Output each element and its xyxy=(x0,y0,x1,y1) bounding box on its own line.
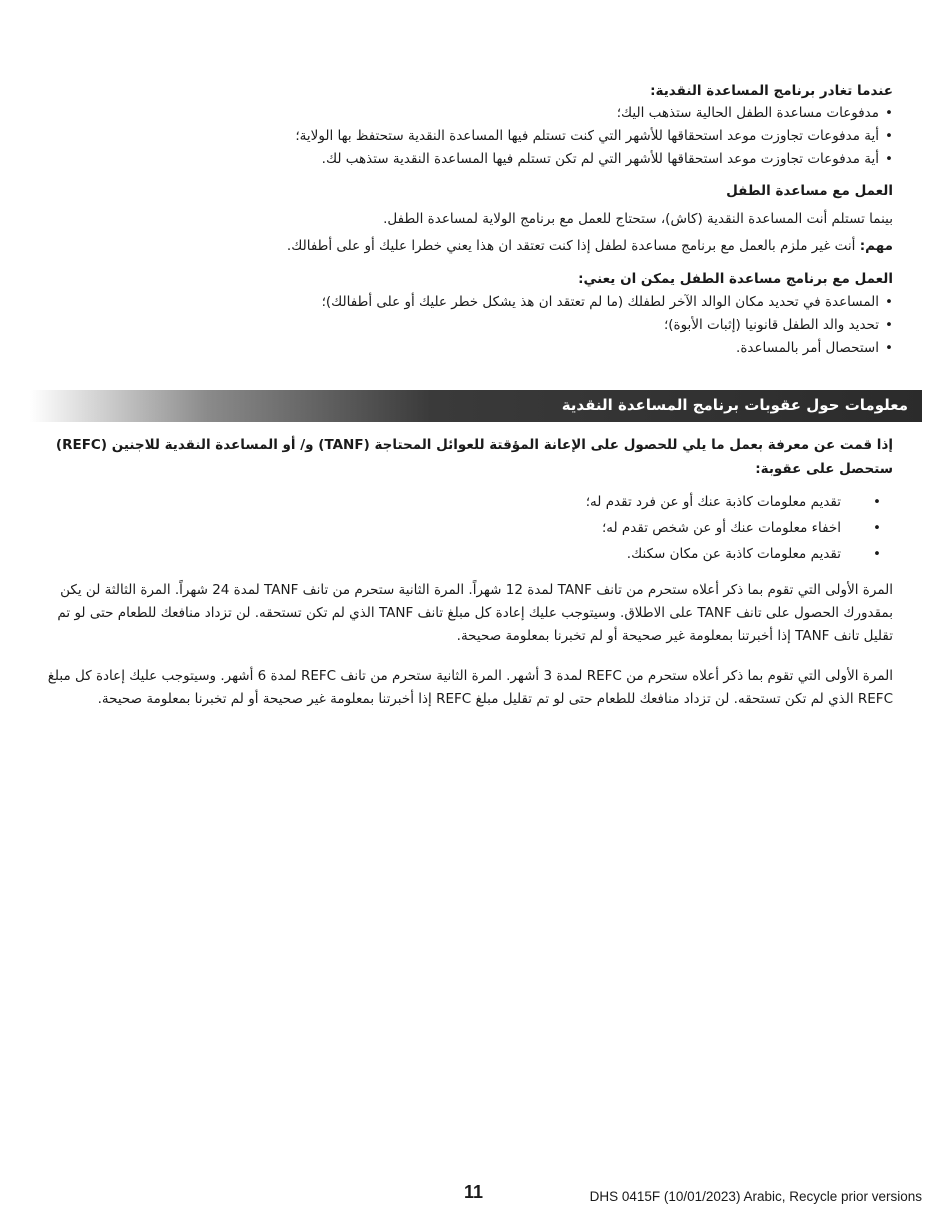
important-text: أنت غير ملزم بالعمل مع برنامج مساعدة لطفل إذا كنت تعتقد ان هذا يعني خطرا عليك أو على أطفالك. xyxy=(286,238,860,254)
page-number: 11 xyxy=(464,1182,484,1202)
may-mean-list xyxy=(40,291,893,360)
list-item: • اخفاء معلومات عنك أو عن شخص تقدم له؛ xyxy=(40,515,841,541)
leaving-program-section xyxy=(40,80,893,171)
form-identifier: DHS 0415F (10/01/2023) Arabic, Recycle prior versions xyxy=(589,1189,922,1204)
list-item: • المساعدة في تحديد مكان الوالد الآخر لطفلك (ما لم تعتقد ان هذ يشكل خطر عليك أو على أطفالك)؛ xyxy=(40,291,879,314)
penalties-banner xyxy=(30,390,922,422)
leaving-program-list xyxy=(40,102,893,171)
may-mean-heading: العمل مع برنامج مساعدة الطفل يمكن ان يعني: xyxy=(578,271,893,287)
penalties-banner-title: معلومات حول عقوبات برنامج المساعدة النقدية xyxy=(561,396,908,414)
list-item: • تقديم معلومات كاذبة عن مكان سكنك. xyxy=(40,541,841,567)
list-item: • أية مدفوعات تجاوزت موعد استحقاقها للأشهر التي لم تكن تستلم فيها المساعدة النقدية ستذهب لك. xyxy=(40,148,879,171)
refc-penalty-paragraph: المرة الأولى التي تقوم بما ذكر أعلاه ستحرم من REFC لمدة 3 أشهر. المرة الثانية ستحرم من تانف REFC لمدة 6 أشهر. وسيتوجب عليك إعادة كل مبلغ REFC الذي لم تكن تستحقه. لن تزداد منافعك للطعام حتى لو تم تقليل مبلغ REFC إذا أخبرتنا بمعلومة غير صحيحة أو لم تخبرنا بمعلومة صحيحة. xyxy=(47,668,893,707)
leaving-program-heading: عندما تغادر برنامج المساعدة النقدية: xyxy=(650,83,893,99)
list-item: • تحديد والد الطفل قانونيا (إثبات الأبوة)؛ xyxy=(40,314,879,337)
list-item: • مدفوعات مساعدة الطفل الحالية ستذهب اليك؛ xyxy=(40,102,879,125)
penalties-intro: إذا قمت عن معرفة بعمل ما يلي للحصول على الإعانة المؤقتة للعوائل المحتاجة (TANF) و/ أو المساعدة النقدية للاجنين (REFC) ستحصل على عقوبة: xyxy=(55,437,893,477)
penalties-list xyxy=(40,489,893,567)
tanf-penalty-paragraph: المرة الأولى التي تقوم بما ذكر أعلاه ستحرم من تانف TANF لمدة 12 شهراً. المرة الثانية ستحرم من تانف TANF لمدة 24 شهراً. المرة الثالثة لن يكن بمقدورك الحصول على تانف TANF على الاطلاق. وسيتوجب عليك إعادة كل مبلغ تانف TANF الذي لم تكن تستحقه. لن تزداد منافعك للطعام حتى لو تم تقليل تانف TANF إذا أخبرتنا بمعلومة غير صحيحة أو لم تخبرنا بمعلومة صحيحة. xyxy=(57,582,893,644)
working-child-support-paragraph: بينما تستلم أنت المساعدة النقدية (كاش)، ستحتاج للعمل مع برنامج الولاية لمساعدة الطفل. xyxy=(383,211,893,227)
important-note xyxy=(40,235,893,258)
working-child-support-section xyxy=(40,180,893,258)
list-item: • استحصال أمر بالمساعدة. xyxy=(40,337,879,360)
penalties-section xyxy=(40,433,893,711)
list-item: • أية مدفوعات تجاوزت موعد استحقاقها للأشهر التي كنت تستلم فيها المساعدة النقدية ستحتفظ بها الولاية؛ xyxy=(40,125,879,148)
may-mean-section xyxy=(40,267,893,360)
important-label: مهم: xyxy=(859,238,893,254)
working-child-support-heading: العمل مع مساعدة الطفل xyxy=(726,183,893,199)
list-item: • تقديم معلومات كاذبة عنك أو عن فرد تقدم له؛ xyxy=(40,489,841,515)
